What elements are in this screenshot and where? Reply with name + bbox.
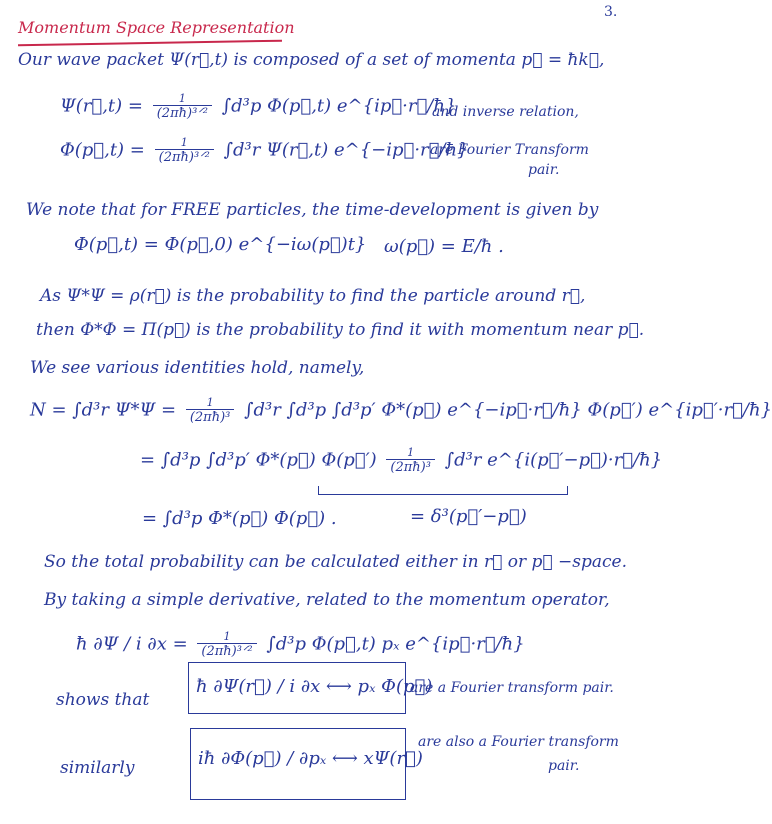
total-probability-line: So the total probability can be calculated either in r⃗ or p⃗ −space. bbox=[44, 552, 627, 572]
eq1-note: and inverse relation, bbox=[432, 104, 579, 120]
eq2-note-1: are Fourier Transform bbox=[430, 142, 589, 158]
equation-psi bbox=[60, 92, 456, 121]
omega-definition: ω(p⃗) = E/ħ . bbox=[384, 236, 504, 257]
eq4-rhs: ∫d³r ∫d³p ∫d³p′ Φ*(p⃗) e^{−ip⃗·r⃗/ħ} Φ(p⃗′) e^{ip⃗′·r⃗/ħ} bbox=[244, 399, 772, 421]
eq5-frac-den: (2πħ)³ bbox=[390, 460, 431, 475]
eq7-fraction bbox=[197, 630, 256, 659]
eq7-lhs: ħ ∂Ψ / i ∂x = bbox=[76, 633, 188, 655]
derivative-line: By taking a simple derivative, related to the momentum operator, bbox=[44, 590, 610, 610]
eq7-frac-num: 1 bbox=[197, 630, 256, 644]
equation-time-development: Φ(p⃗,t) = Φ(p⃗,0) e^{−iω(p⃗)t} bbox=[74, 234, 367, 255]
eq4-lhs: N = ∫d³r Ψ*Ψ = bbox=[30, 399, 177, 421]
eq7-frac-den: (2πħ)³ᐟ² bbox=[201, 644, 253, 659]
title-underline bbox=[18, 40, 282, 47]
delta-function: = δ³(p⃗′−p⃗) bbox=[410, 506, 527, 527]
equation-normalization bbox=[30, 396, 772, 425]
eq4-fraction bbox=[186, 396, 235, 425]
eq2-lhs: Φ(p⃗,t) = bbox=[60, 139, 145, 161]
identities-line: We see various identities hold, namely, bbox=[30, 358, 365, 378]
eq7-rhs: ∫d³p Φ(p⃗,t) pₓ e^{ip⃗·r⃗/ħ} bbox=[266, 633, 525, 655]
eq2-fraction bbox=[155, 136, 214, 165]
equation-derivative bbox=[76, 630, 525, 659]
equation-normalization-result: = ∫d³p Φ*(p⃗) Φ(p⃗) . bbox=[142, 508, 337, 529]
free-particle-line: We note that for FREE particles, the time-development is given by bbox=[26, 200, 599, 220]
page-title: Momentum Space Representation bbox=[18, 18, 295, 37]
eq4-frac-num: 1 bbox=[186, 396, 235, 410]
similarly-label: similarly bbox=[60, 758, 135, 778]
eq5-lhs: = ∫d³p ∫d³p′ Φ*(p⃗) Φ(p⃗′) bbox=[140, 449, 377, 471]
eq1-fraction bbox=[153, 92, 212, 121]
eq5-frac-num: 1 bbox=[386, 446, 435, 460]
eq2-frac-num: 1 bbox=[155, 136, 214, 150]
fourier-pair-2-note-1: are also a Fourier transform bbox=[418, 734, 619, 750]
fourier-pair-2-note-2: pair. bbox=[548, 758, 580, 774]
eq2-rhs: ∫d³r Ψ(r⃗,t) e^{−ip⃗·r⃗/ħ} bbox=[223, 139, 469, 161]
underbrace bbox=[318, 486, 568, 495]
fourier-pair-2: iħ ∂Φ(p⃗) / ∂pₓ ⟷ xΨ(r⃗) bbox=[198, 748, 423, 769]
page-number: 3. bbox=[604, 4, 618, 20]
eq2-frac-den: (2πħ)³ᐟ² bbox=[158, 150, 210, 165]
shows-that-label: shows that bbox=[56, 690, 150, 710]
eq4-frac-den: (2πħ)³ bbox=[189, 410, 231, 425]
intro-line: Our wave packet Ψ(r⃗,t) is composed of a set of momenta p⃗ = ħk⃗, bbox=[18, 50, 605, 70]
fourier-pair-1-note: are a Fourier transform pair. bbox=[410, 680, 614, 696]
fourier-pair-1: ħ ∂Ψ(r⃗) / i ∂x ⟷ pₓ Φ(p⃗) bbox=[196, 676, 433, 697]
eq1-rhs: ∫d³p Φ(p⃗,t) e^{ip⃗·r⃗/ħ} bbox=[221, 95, 457, 117]
eq5-rhs: ∫d³r e^{i(p⃗′−p⃗)·r⃗/ħ} bbox=[444, 449, 663, 471]
eq1-frac-num: 1 bbox=[153, 92, 212, 106]
equation-normalization-step2 bbox=[140, 446, 662, 475]
eq1-frac-den: (2πħ)³ᐟ² bbox=[156, 106, 208, 121]
eq1-lhs: Ψ(r⃗,t) = bbox=[60, 95, 143, 117]
eq2-note-2: pair. bbox=[528, 162, 560, 178]
equation-phi bbox=[60, 136, 469, 165]
probability-r-line: As Ψ*Ψ = ρ(r⃗) is the probability to find the particle around r⃗, bbox=[40, 286, 586, 306]
probability-p-line: then Φ*Φ = Π(p⃗) is the probability to find it with momentum near p⃗. bbox=[36, 320, 645, 340]
eq5-fraction bbox=[386, 446, 435, 475]
